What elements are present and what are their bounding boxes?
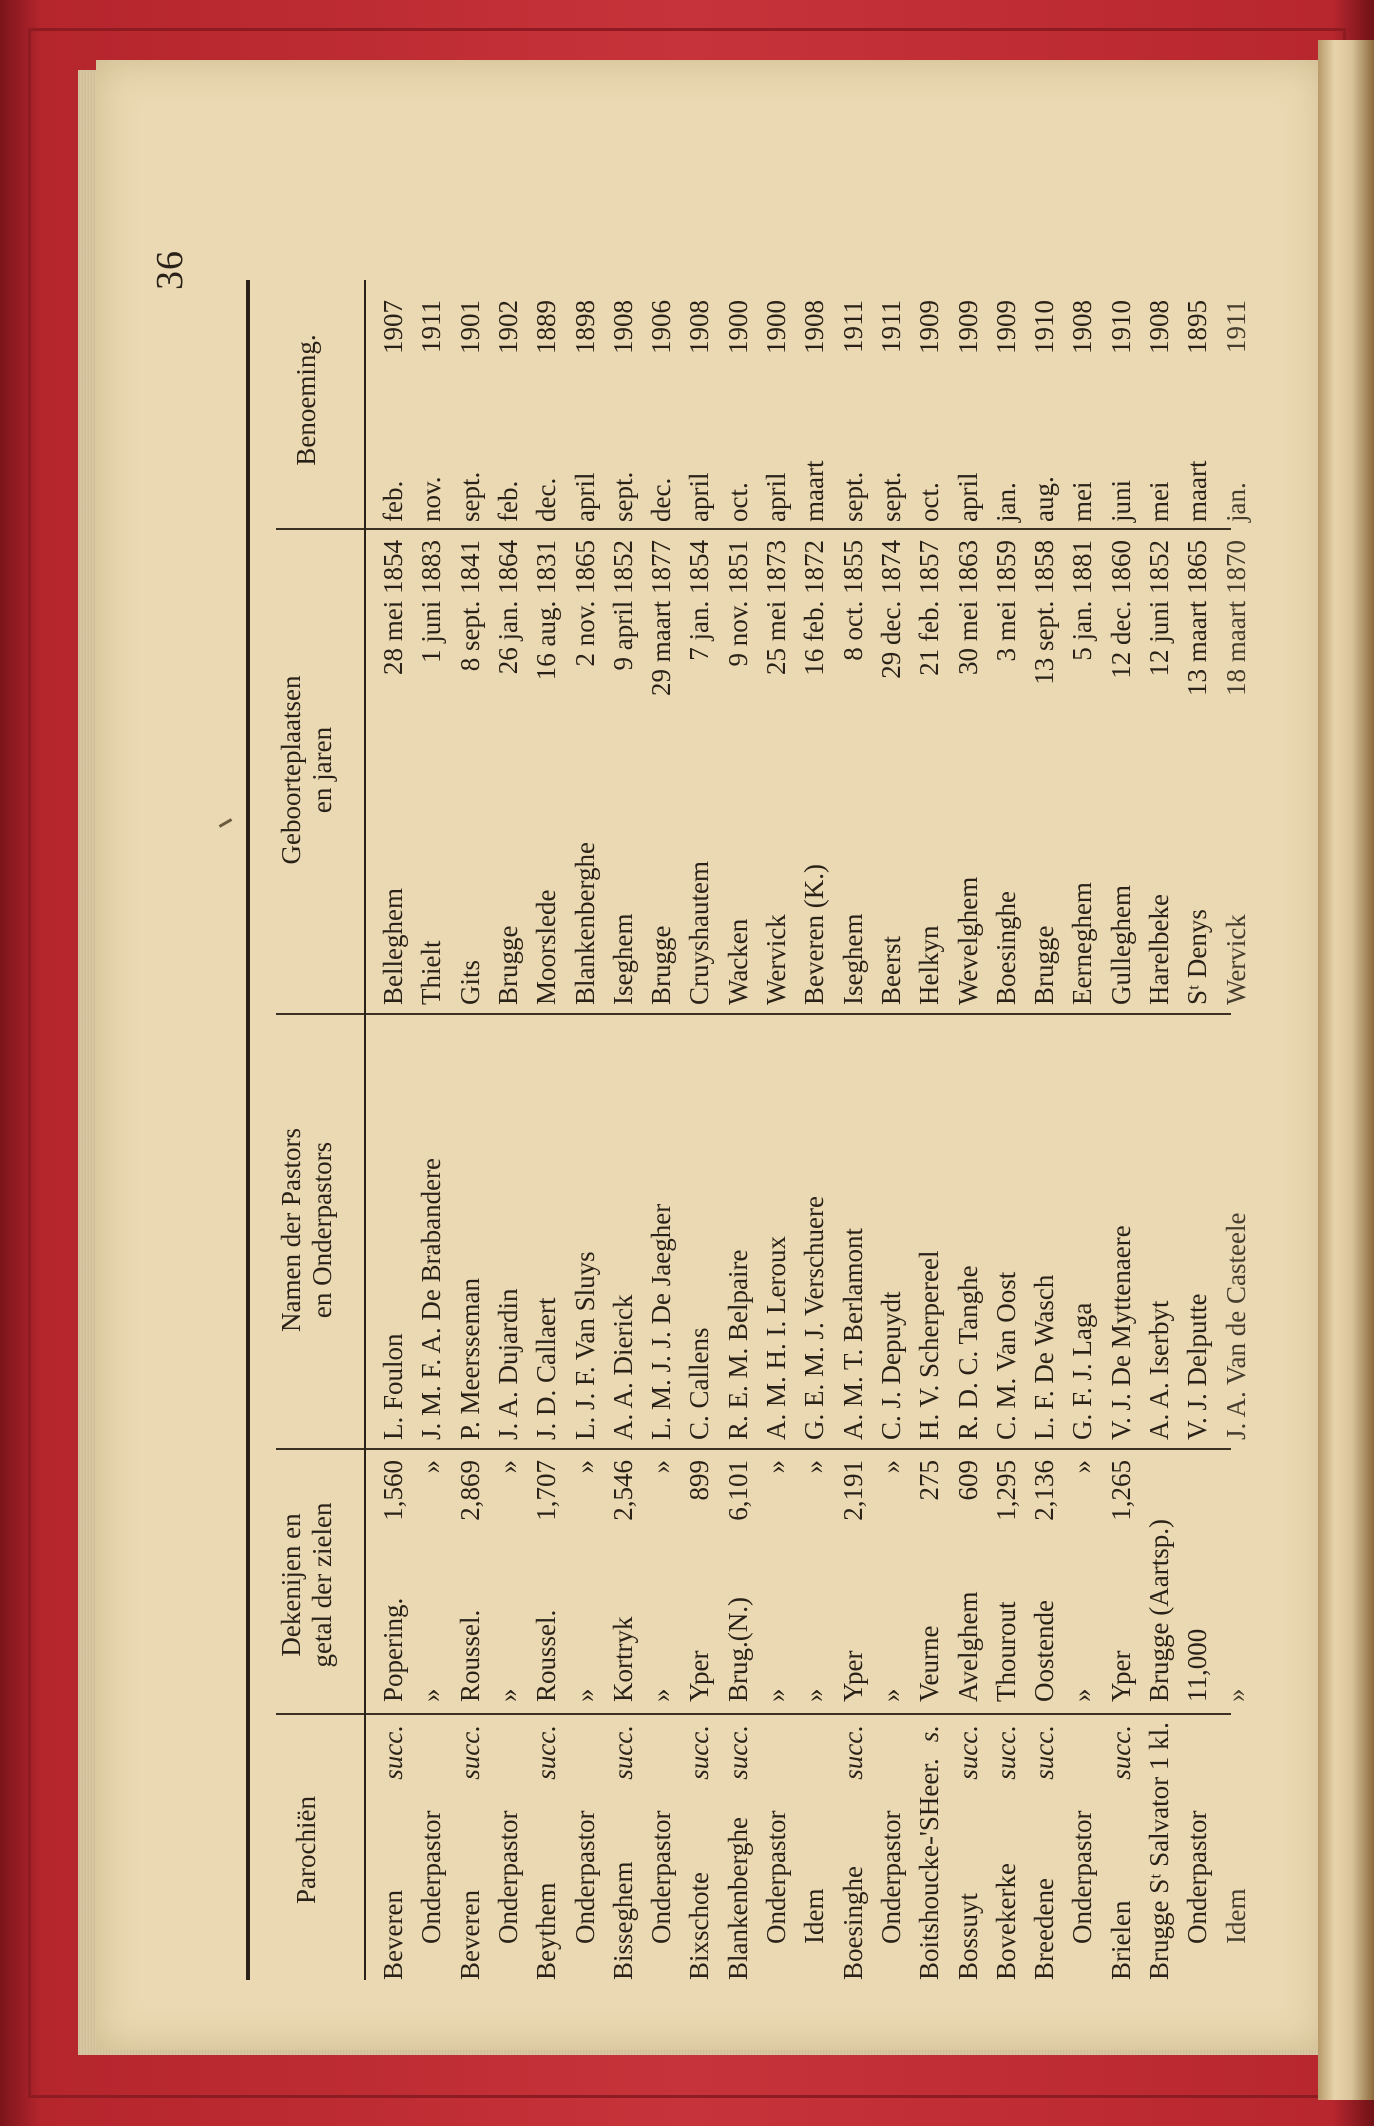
- souls-cell: 2,191: [837, 1460, 868, 1521]
- birthplace-cell: Boesinghe: [990, 891, 1021, 1005]
- table-row: [987, 280, 1025, 1980]
- souls-cell: 2,136: [1029, 1460, 1060, 1521]
- appointment-year-cell: 1911: [875, 300, 906, 353]
- souls-cell: 1,295: [990, 1460, 1021, 1521]
- birthplace-cell: Helkyn: [914, 925, 945, 1005]
- appointment-month-cell: jan.: [1220, 482, 1251, 522]
- birthplace-cell: Brugge: [1029, 925, 1060, 1005]
- parish-cell: Onderpastor: [646, 1810, 677, 1944]
- parish-cell: Onderpastor: [569, 1810, 600, 1944]
- deanery-cell: Roussel.: [531, 1609, 562, 1702]
- parish-cell: Beythem: [531, 1882, 562, 1980]
- appointment-year-cell: 1909: [914, 300, 945, 354]
- parish-cell: Blankenberghe: [722, 1817, 753, 1980]
- page-mark: [219, 818, 233, 828]
- table-row: [451, 280, 489, 1980]
- appointment-month-cell: maart: [1182, 460, 1213, 522]
- birthdate-cell: 12 dec. 1860: [1105, 540, 1136, 679]
- table-row: [374, 280, 412, 1980]
- pastor-cell: J. M. F. A. De Brabandere: [416, 1157, 447, 1440]
- deanery-cell: »: [416, 1688, 447, 1702]
- parish-cell: Onderpastor: [875, 1810, 906, 1944]
- table-row: [566, 280, 604, 1980]
- appointment-year-cell: 1900: [761, 300, 791, 354]
- souls-cell: »: [1067, 1460, 1098, 1474]
- birthdate-cell: 3 mei 1859: [990, 540, 1021, 662]
- parish-cell: Brugge Sᵗ Salvator 1 kl.: [1144, 1722, 1174, 1980]
- parish-cell: Onderpastor: [416, 1810, 447, 1944]
- birthplace-cell: Wervick: [761, 914, 791, 1005]
- birthplace-cell: Belleghem: [378, 888, 408, 1005]
- table-row: [604, 280, 642, 1980]
- pastor-cell: G. E. M. J. Verschuere: [799, 1196, 830, 1440]
- birthplace-cell: Wacken: [722, 918, 753, 1005]
- birthplace-cell: Beveren (K.): [799, 864, 830, 1005]
- appointment-month-cell: jan.: [990, 482, 1021, 522]
- succursal-mark: succ.: [531, 1725, 562, 1780]
- deanery-cell: Thourout: [990, 1601, 1021, 1702]
- parish-cell: Bisseghem: [607, 1861, 638, 1980]
- birthdate-cell: 30 mei 1863: [952, 540, 983, 675]
- deanery-cell: »: [761, 1688, 791, 1702]
- parish-cell: Onderpastor: [761, 1810, 791, 1944]
- pastor-cell: J. A. Van de Casteele: [1220, 1212, 1251, 1440]
- pastor-cell: A. A. Dierick: [607, 1294, 638, 1440]
- appointment-year-cell: 1898: [569, 300, 600, 354]
- birthdate-cell: 8 sept. 1841: [454, 540, 485, 672]
- birthplace-cell: Cruyshautem: [684, 861, 715, 1005]
- birthdate-cell: 28 mei 1854: [378, 540, 408, 675]
- birthplace-cell: Eerneghem: [1067, 882, 1098, 1005]
- deanery-cell: »: [875, 1688, 906, 1702]
- appointment-month-cell: oct.: [722, 482, 753, 522]
- souls-cell: »: [761, 1460, 791, 1474]
- parish-cell: Onderpastor: [492, 1810, 523, 1944]
- page-number: 36: [149, 250, 191, 290]
- souls-cell: »: [492, 1460, 523, 1474]
- birthplace-cell: Brugge: [646, 925, 677, 1005]
- souls-cell: 2,869: [454, 1460, 485, 1521]
- appointment-year-cell: 1900: [722, 300, 753, 354]
- birthplace-cell: Iseghem: [607, 913, 638, 1005]
- appointment-year-cell: 1909: [990, 300, 1021, 354]
- appointment-year-cell: 1910: [1105, 300, 1136, 354]
- souls-cell: »: [569, 1460, 600, 1474]
- birthdate-cell: 13 sept. 1858: [1029, 540, 1060, 685]
- table-row: [872, 280, 910, 1980]
- souls-cell: »: [416, 1460, 447, 1474]
- birthdate-cell: 5 jan. 1881: [1067, 540, 1098, 661]
- pastor-cell: C. J. Depuydt: [875, 1291, 906, 1440]
- appointment-year-cell: 1901: [454, 300, 485, 354]
- birthdate-cell: 29 dec. 1874: [875, 540, 906, 679]
- souls-cell: 899: [684, 1460, 715, 1501]
- table-row: [642, 280, 680, 1980]
- appointment-month-cell: juni: [1105, 479, 1136, 522]
- parish-cell: Beveren: [378, 1890, 408, 1980]
- table-row: [1102, 280, 1140, 1980]
- succursal-mark: succ.: [837, 1725, 868, 1780]
- birthdate-cell: 8 oct. 1855: [837, 540, 868, 661]
- pastor-cell: A. M. T. Berlamont: [837, 1228, 868, 1440]
- pastor-cell: A. M. H. I. Leroux: [761, 1236, 791, 1440]
- appointment-year-cell: 1908: [799, 300, 830, 354]
- birthdate-cell: 18 maart 1870: [1220, 540, 1251, 696]
- deanery-cell: »: [1067, 1688, 1098, 1702]
- pastor-cell: L. Foulon: [378, 1333, 408, 1440]
- table-row: [910, 280, 948, 1980]
- pastor-cell: P. Meersseman: [454, 1278, 485, 1440]
- deanery-cell: Yper: [837, 1650, 868, 1702]
- appointment-year-cell: 1907: [378, 300, 408, 354]
- parish-cell: Boesinghe: [837, 1866, 868, 1980]
- appointment-month-cell: oct.: [914, 482, 945, 522]
- birthdate-cell: 2 nov. 1865: [569, 540, 600, 667]
- pastor-cell: L. M. J. J. De Jaegher: [646, 1203, 677, 1440]
- table-row: [1140, 280, 1178, 1980]
- appointment-month-cell: mei: [1144, 481, 1174, 522]
- succursal-mark: succ.: [1029, 1725, 1060, 1780]
- appointment-month-cell: nov.: [416, 476, 447, 522]
- succursal-mark: succ.: [378, 1725, 408, 1780]
- deanery-cell: Veurne: [914, 1625, 945, 1702]
- appointment-year-cell: 1902: [492, 300, 523, 354]
- birthplace-cell: Brugge: [492, 925, 523, 1005]
- souls-cell: 1,265: [1105, 1460, 1136, 1521]
- birthplace-cell: Harelbeke: [1144, 894, 1174, 1005]
- appointment-year-cell: 1911: [416, 300, 447, 353]
- appointment-year-cell: 1895: [1182, 300, 1213, 354]
- appointment-month-cell: maart: [799, 460, 830, 522]
- table-row: [757, 280, 795, 1980]
- pastor-cell: J. A. Dujardin: [492, 1288, 523, 1440]
- appointment-month-cell: sept.: [837, 471, 868, 522]
- pastor-cell: A. A. Iserbyt: [1144, 1300, 1174, 1440]
- pastor-cell: J. D. Callaert: [531, 1297, 562, 1440]
- header-deanery: Dekenijen en getal der zielen: [276, 1502, 337, 1668]
- appointment-year-cell: 1908: [684, 300, 715, 354]
- deanery-cell: Kortryk: [607, 1616, 638, 1702]
- souls-cell: 6,101: [722, 1460, 753, 1521]
- table-row: [412, 280, 450, 1980]
- deanery-cell: »: [1220, 1688, 1251, 1702]
- birthdate-cell: 9 nov. 1851: [722, 540, 753, 667]
- header-pastor: Namen der Pastors en Onderpastors: [276, 1128, 337, 1332]
- pastor-cell: C. Callens: [684, 1327, 715, 1440]
- birthplace-cell: Wevelghem: [952, 876, 983, 1005]
- table-row: [719, 280, 757, 1980]
- pastor-cell: L. J. F. Van Sluys: [569, 1251, 600, 1440]
- birthdate-cell: 29 maart 1877: [646, 540, 677, 696]
- birthdate-cell: 1 juni 1883: [416, 540, 447, 664]
- pastor-cell: C. M. Van Oost: [990, 1271, 1021, 1440]
- table-row: [1025, 280, 1063, 1980]
- appointment-year-cell: 1889: [531, 300, 562, 354]
- page-gutter: [1318, 40, 1374, 2100]
- deanery-cell: 11,000: [1182, 1628, 1213, 1702]
- deanery-cell: Popering.: [378, 1597, 408, 1702]
- appointment-month-cell: april: [761, 472, 791, 522]
- table-row: [795, 280, 833, 1980]
- appointment-month-cell: april: [952, 472, 983, 522]
- header-bottom-rule: [364, 280, 366, 1980]
- deanery-cell: »: [492, 1688, 523, 1702]
- table-row: [1178, 280, 1216, 1980]
- appointment-year-cell: 1908: [1144, 300, 1174, 354]
- appointment-month-cell: feb.: [492, 480, 523, 522]
- table-row: [834, 280, 872, 1980]
- pastor-cell: V. J. De Myttenaere: [1105, 1225, 1136, 1440]
- appointment-month-cell: april: [684, 472, 715, 522]
- parish-cell: Bixschote: [684, 1872, 715, 1980]
- birthdate-cell: 9 april 1852: [607, 540, 638, 671]
- succursal-mark: succ.: [990, 1725, 1021, 1780]
- appointment-month-cell: sept.: [454, 471, 485, 522]
- parish-cell: Boitshoucke-'SHeer.: [914, 1758, 945, 1980]
- deanery-cell: Yper: [684, 1650, 715, 1702]
- table-row: [489, 280, 527, 1980]
- birthplace-cell: Sᵗ Denys: [1182, 909, 1213, 1005]
- deanery-cell: Brugge (Aartsp.): [1144, 1519, 1174, 1702]
- succursal-mark: succ.: [952, 1725, 983, 1780]
- souls-cell: »: [799, 1460, 830, 1474]
- birthplace-cell: Beerst: [875, 936, 906, 1005]
- rotated-page-content: [96, 60, 1324, 2050]
- appointment-year-cell: 1908: [607, 300, 638, 354]
- deanery-cell: »: [569, 1688, 600, 1702]
- parish-cell: Onderpastor: [1067, 1810, 1098, 1944]
- table-row: [1063, 280, 1101, 1980]
- birthplace-cell: Iseghem: [837, 913, 868, 1005]
- appointment-year-cell: 1910: [1029, 300, 1060, 354]
- birthdate-cell: 16 aug. 1831: [531, 540, 562, 681]
- birthplace-cell: Gulleghem: [1105, 885, 1136, 1005]
- deanery-cell: Yper: [1105, 1650, 1136, 1702]
- birthdate-cell: 16 feb. 1872: [799, 540, 830, 676]
- succursal-mark: succ.: [722, 1725, 753, 1780]
- birthplace-cell: Gits: [454, 959, 485, 1005]
- birthdate-cell: 13 maart 1865: [1182, 540, 1213, 696]
- birthplace-cell: Blankenberghe: [569, 842, 600, 1005]
- souls-cell: 275: [914, 1460, 945, 1501]
- pastor-cell: G. F. J. Laga: [1067, 1302, 1098, 1440]
- header-birth: Geboorteplaatsen en jaren: [276, 675, 337, 865]
- birthdate-cell: 25 mei 1873: [761, 540, 791, 675]
- souls-cell: 1,707: [531, 1460, 562, 1521]
- table-row: [680, 280, 718, 1980]
- appointment-month-cell: april: [569, 472, 600, 522]
- succursal-mark: succ.: [607, 1725, 638, 1780]
- succursal-mark: succ.: [454, 1725, 485, 1780]
- table-row: [1217, 280, 1255, 1980]
- book-page: [96, 60, 1324, 2050]
- appointment-month-cell: feb.: [378, 480, 408, 522]
- parish-cell: Bossuyt: [952, 1892, 983, 1980]
- deanery-cell: »: [799, 1688, 830, 1702]
- table-row: [527, 280, 565, 1980]
- deanery-cell: Oostende: [1029, 1600, 1060, 1702]
- parish-cell: Bovekerke: [990, 1863, 1021, 1980]
- table-top-rule: [246, 280, 250, 1980]
- succursal-mark: succ.: [1105, 1725, 1136, 1780]
- parish-cell: Idem: [799, 1888, 830, 1944]
- parish-cell: Breedene: [1029, 1878, 1060, 1980]
- appointment-month-cell: mei: [1067, 481, 1098, 522]
- pastor-cell: V. J. Delputte: [1182, 1293, 1213, 1440]
- parish-cell: Idem: [1220, 1888, 1251, 1944]
- header-parish: Parochiën: [291, 1796, 321, 1904]
- souls-cell: 609: [952, 1460, 983, 1501]
- appointment-month-cell: dec.: [646, 477, 677, 522]
- deanery-cell: Roussel.: [454, 1609, 485, 1702]
- pastor-cell: H. V. Scherpereel: [914, 1250, 945, 1440]
- deanery-cell: Avelghem: [952, 1591, 983, 1702]
- souls-cell: 2,546: [607, 1460, 638, 1521]
- birthdate-cell: 21 feb. 1857: [914, 540, 945, 676]
- deanery-cell: »: [646, 1688, 677, 1702]
- birthdate-cell: 12 juni 1852: [1144, 540, 1174, 677]
- parish-cell: Brielen: [1105, 1900, 1136, 1980]
- appointment-month-cell: sept.: [607, 471, 638, 522]
- succursal-mark: s.: [914, 1725, 945, 1743]
- appointment-month-cell: dec.: [531, 477, 562, 522]
- table-row: [949, 280, 987, 1980]
- birthdate-cell: 7 jan. 1854: [684, 540, 715, 661]
- parish-cell: Beveren: [454, 1890, 485, 1980]
- pastor-cell: R. D. C. Tanghe: [952, 1265, 983, 1440]
- birthplace-cell: Thielt: [416, 940, 447, 1005]
- deanery-cell: Brug.(N.): [722, 1597, 753, 1702]
- birthplace-cell: Moorslede: [531, 889, 562, 1005]
- appointment-year-cell: 1911: [1220, 300, 1251, 353]
- pastor-cell: R. E. M. Belpaire: [722, 1249, 753, 1440]
- header-appointment: Benoeming.: [291, 334, 321, 466]
- parish-cell: Onderpastor: [1182, 1810, 1213, 1944]
- appointment-month-cell: aug.: [1029, 476, 1060, 522]
- appointment-year-cell: 1909: [952, 300, 983, 354]
- souls-cell: 1,560: [378, 1460, 408, 1521]
- souls-cell: »: [875, 1460, 906, 1474]
- succursal-mark: succ.: [684, 1725, 715, 1780]
- pastor-cell: L. F. De Wasch: [1029, 1274, 1060, 1440]
- birthdate-cell: 26 jan. 1864: [492, 540, 523, 675]
- appointment-year-cell: 1908: [1067, 300, 1098, 354]
- appointment-year-cell: 1906: [646, 300, 677, 354]
- souls-cell: »: [646, 1460, 677, 1474]
- appointment-month-cell: sept.: [875, 471, 906, 522]
- birthplace-cell: Wervick: [1220, 914, 1251, 1005]
- appointment-year-cell: 1911: [837, 300, 868, 353]
